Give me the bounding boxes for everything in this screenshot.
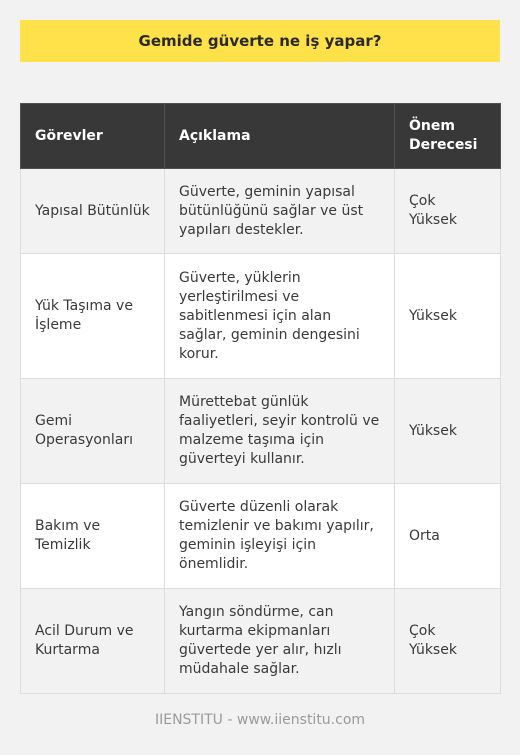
cell-task: Gemi Operasyonları bbox=[21, 379, 165, 484]
cell-description: Mürettebat günlük faaliyetleri, seyir kontrolü ve malzeme taşıma için güverteyi kullanır. bbox=[165, 379, 395, 484]
cell-description: Yangın söndürme, can kurtarma ekipmanları güvertede yer alır, hızlı müdahale sağlar. bbox=[165, 589, 395, 694]
cell-task: Yük Taşıma ve İşleme bbox=[21, 254, 165, 379]
tasks-table bbox=[20, 103, 501, 694]
page-title: Gemide güverte ne iş yapar? bbox=[138, 32, 382, 50]
table-row bbox=[21, 589, 501, 694]
cell-description: Güverte, yüklerin yerleştirilmesi ve sabitlenmesi için alan sağlar, geminin dengesini korur. bbox=[165, 254, 395, 379]
header-description: Açıklama bbox=[165, 104, 395, 169]
table-row bbox=[21, 254, 501, 379]
cell-importance: Çok Yüksek bbox=[395, 169, 501, 254]
cell-importance: Yüksek bbox=[395, 379, 501, 484]
cell-importance: Yüksek bbox=[395, 254, 501, 379]
header-importance: Önem Derecesi bbox=[395, 104, 501, 169]
header-tasks: Görevler bbox=[21, 104, 165, 169]
cell-description: Güverte düzenli olarak temizlenir ve bakımı yapılır, geminin işleyişi için önemlidir. bbox=[165, 484, 395, 589]
table-header-row bbox=[21, 104, 501, 169]
cell-task: Acil Durum ve Kurtarma bbox=[21, 589, 165, 694]
table-row bbox=[21, 169, 501, 254]
table-row bbox=[21, 379, 501, 484]
footer-credit: IIENSTITU - www.iienstitu.com bbox=[154, 712, 366, 728]
cell-importance: Orta bbox=[395, 484, 501, 589]
cell-importance: Çok Yüksek bbox=[395, 589, 501, 694]
cell-description: Güverte, geminin yapısal bütünlüğünü sağlar ve üst yapıları destekler. bbox=[165, 169, 395, 254]
cell-task: Yapısal Bütünlük bbox=[21, 169, 165, 254]
table-row bbox=[21, 484, 501, 589]
cell-task: Bakım ve Temizlik bbox=[21, 484, 165, 589]
title-banner bbox=[20, 20, 500, 62]
